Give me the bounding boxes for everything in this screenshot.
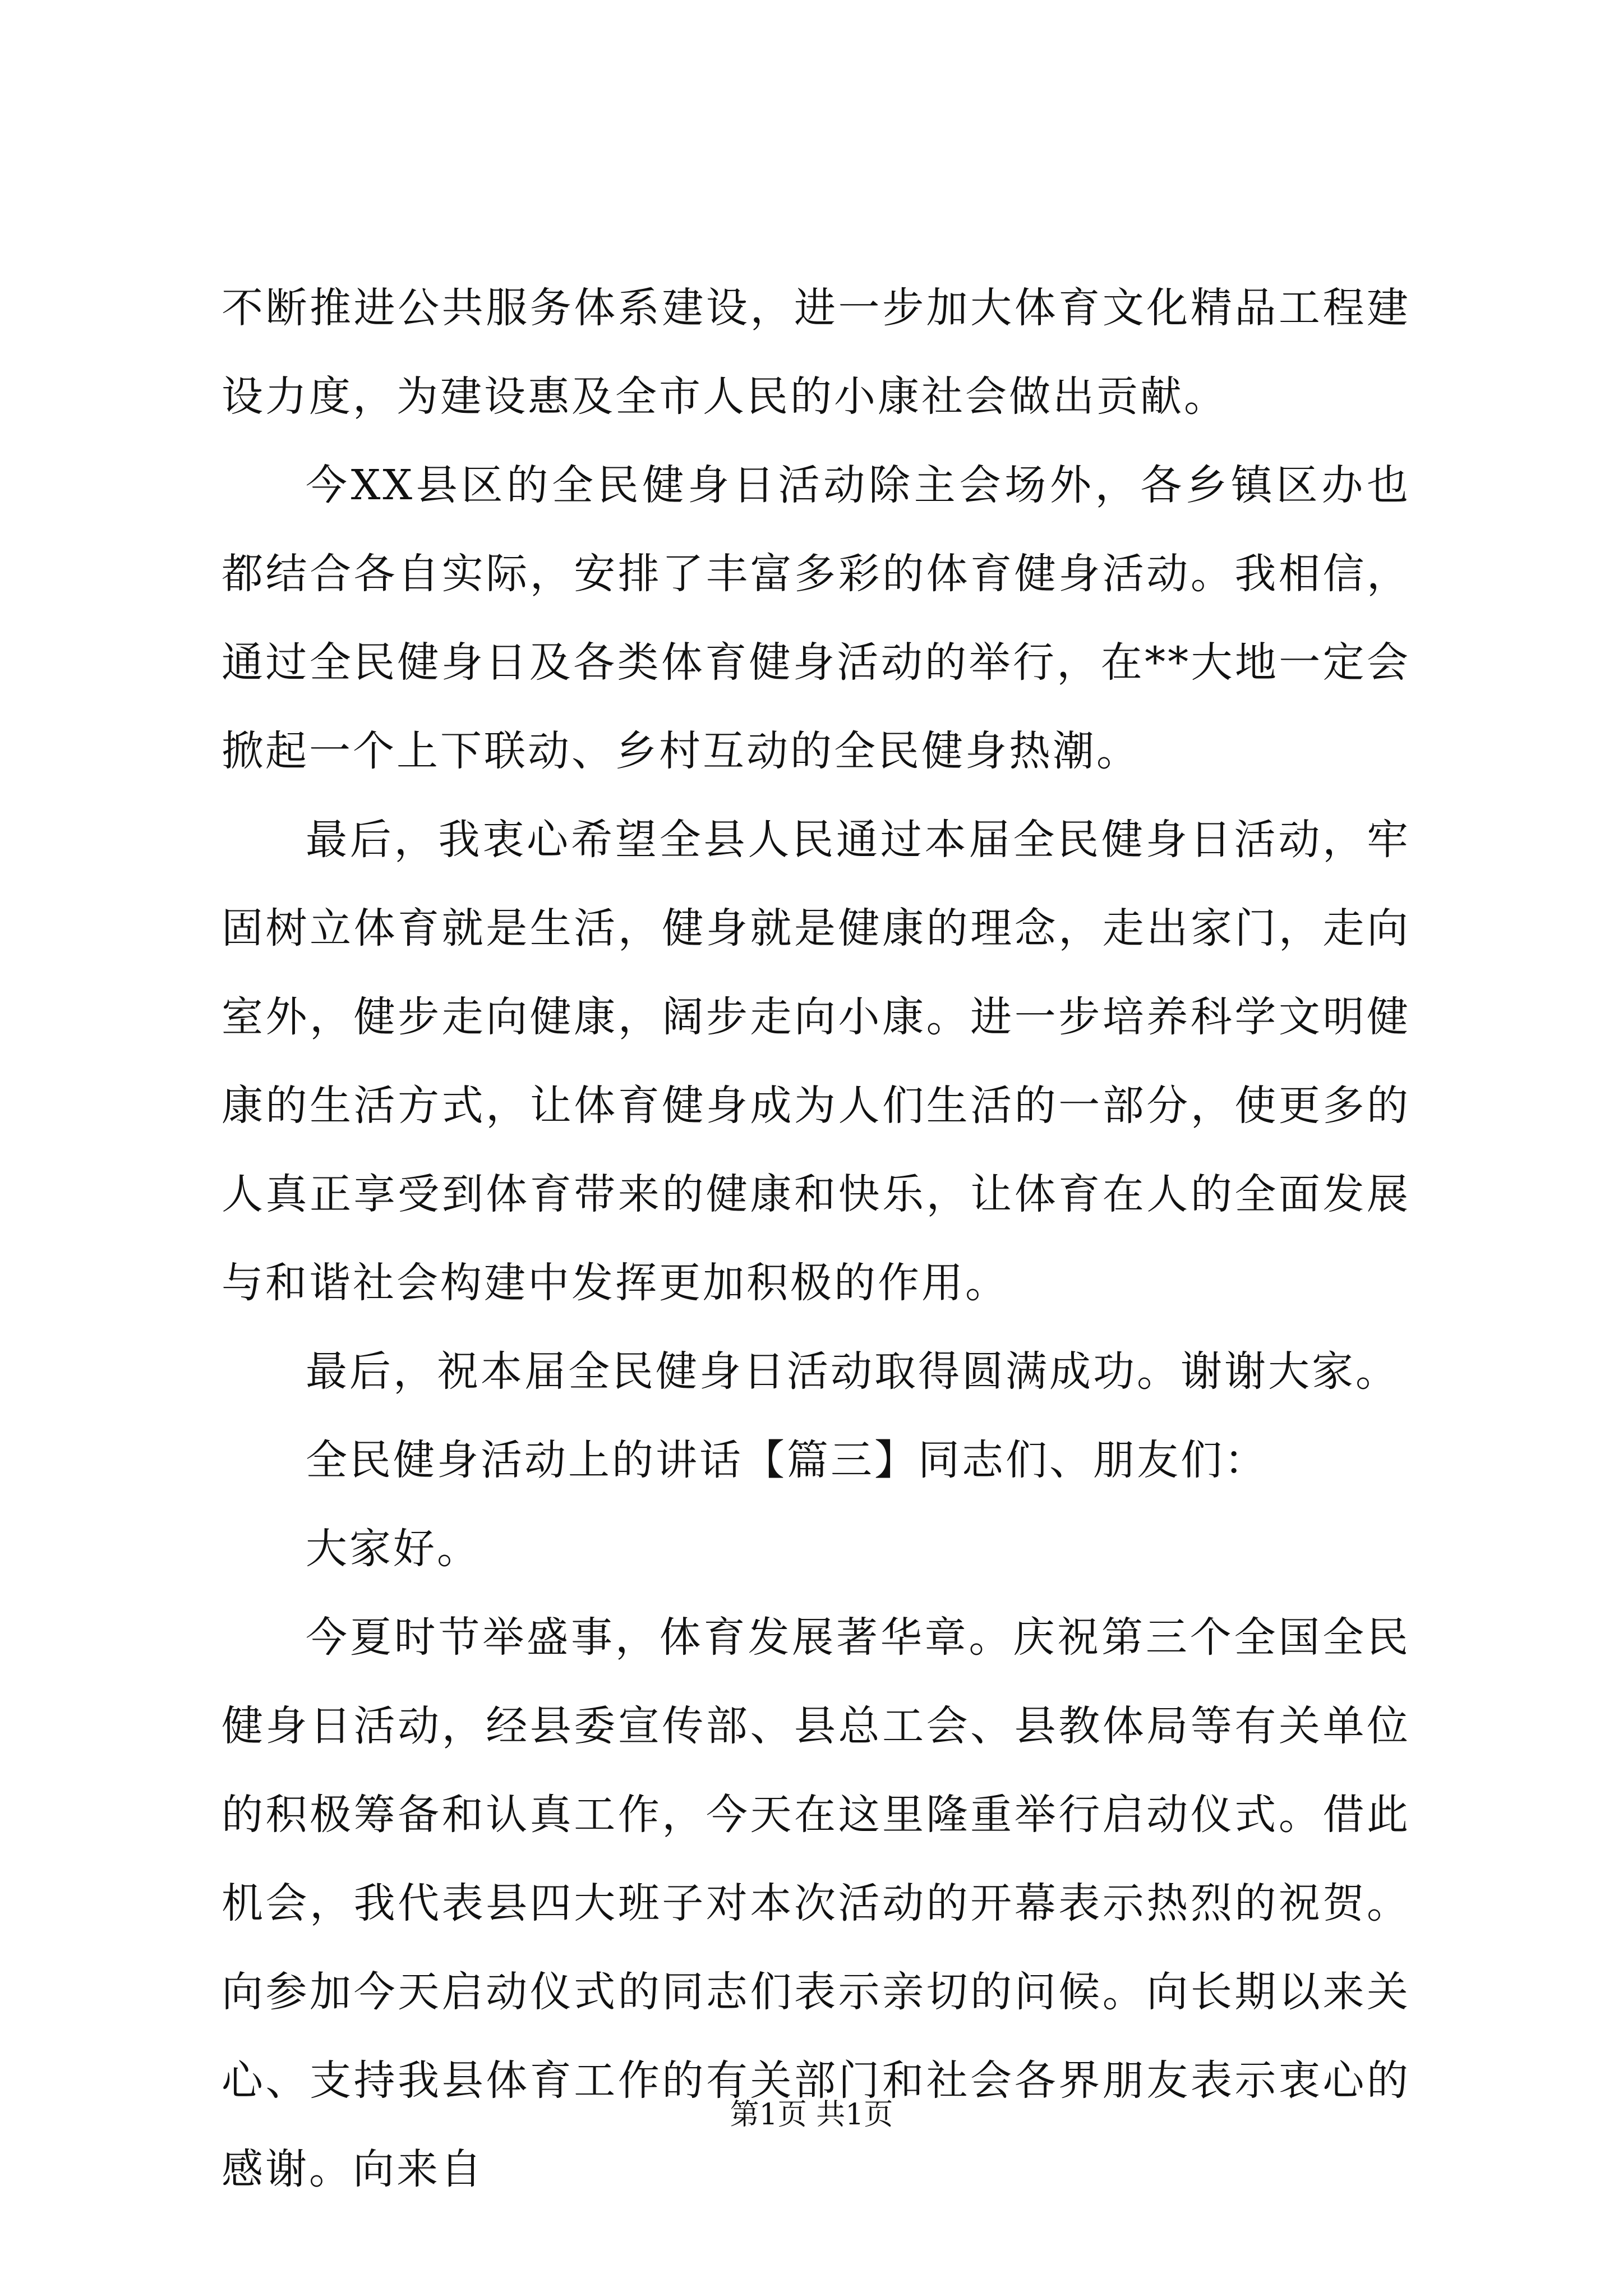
page-footer: 第1页 共1页 xyxy=(730,2098,893,2132)
section-heading-paragraph: 全民健身活动上的讲话【篇三】同志们、朋友们： xyxy=(306,1436,1268,1484)
paragraph: 最后，我衷心希望全县人民通过本届全民健身日活动，牢固树立体育就是生活，健身就是健康的理念，走出家门，走向室外，健步走向健康，阔步走向小康。进一步培养科学文明健康的生活方式，让体育健身成为人们生活的一部分，使更多的人真正享受到体育带来的健康和快乐，让体育在人的全面发展与和谐社会构建中发挥更加积极的作用。 xyxy=(222,816,1410,1307)
paragraph: 今夏时节举盛事，体育发展著华章。庆祝第三个全国全民健身日活动，经县委宣传部、县总工会、县教体局等有关单位的积极筹备和认真工作，今天在这里隆重举行启动仪式。借此机会，我代表县四大班子对本次活动的开幕表示热烈的祝贺。向参加今天启动仪式的同志们表示亲切的问候。向长期以来关心、支持我县体育工作的有关部门和社会各界朋友表示衷心的感谢。向来自 xyxy=(222,1613,1410,2193)
greeting-paragraph: 大家好。 xyxy=(306,1525,481,1573)
paragraph-continued: 不断推进公共服务体系建设，进一步加大体育文化精品工程建设力度，为建设惠及全市人民的小康社会做出贡献。 xyxy=(222,284,1410,421)
paragraph: 今XX县区的全民健身日活动除主会场外，各乡镇区办也都结合各自实际，安排了丰富多彩的体育健身活动。我相信，通过全民健身日及各类体育健身活动的举行，在**大地一定会掀起一个上下联动、乡村互动的全民健身热潮。 xyxy=(222,461,1410,775)
paragraph: 最后，祝本届全民健身日活动取得圆满成功。谢谢大家。 xyxy=(306,1347,1399,1396)
document-body xyxy=(222,264,1410,2214)
